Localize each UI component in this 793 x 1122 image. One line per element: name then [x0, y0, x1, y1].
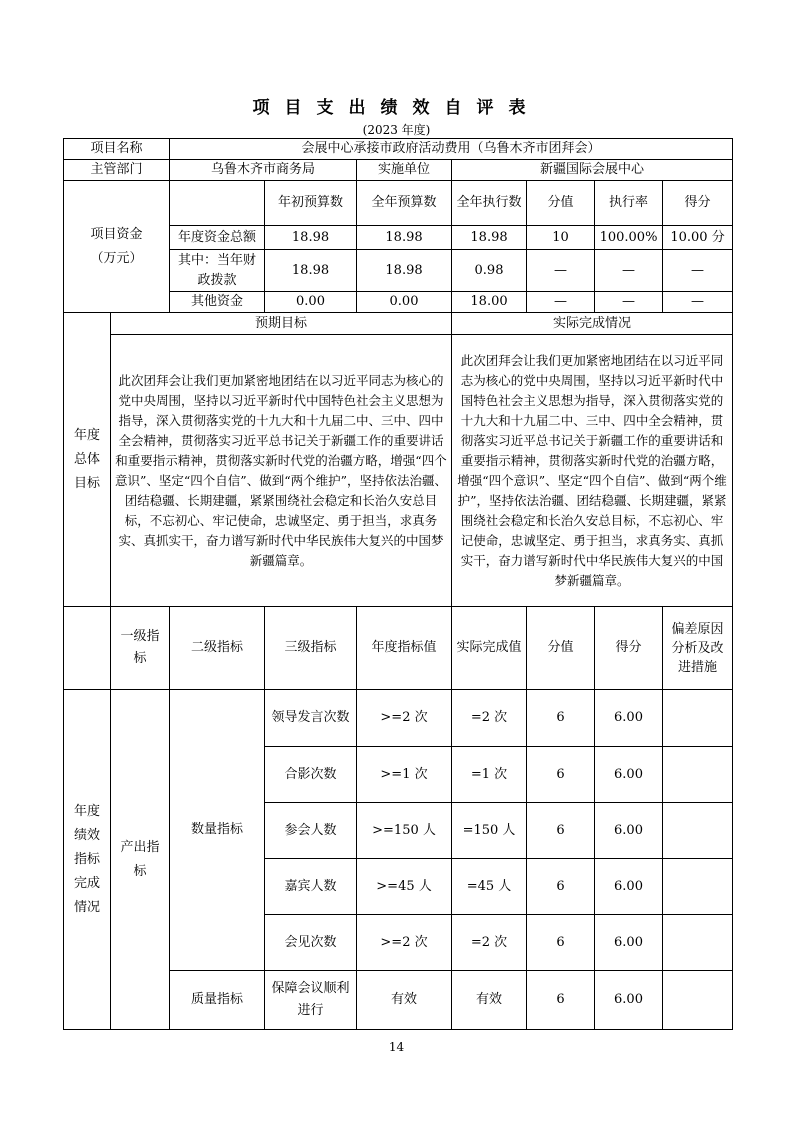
expected-goal-header: 预期目标 — [111, 313, 452, 335]
indicator-actual: =1 次 — [452, 747, 527, 803]
indicator-points: 6 — [527, 971, 595, 1030]
actual-result-text: 此次团拜会让我们更加紧密地团结在以习近平同志为核心的党中央周围，坚持以习近平新时代中国特色社会主义思想为指导，深入贯彻落实党的十九大和十九届二中、三中、四中全会精神，贯彻落实习近平总书记关于新疆工作的重要讲话和重要指示精神，贯彻落实新时代党的治疆方略，增强“四个意识”、坚定“四个自信”、做到“两个维护”，坚持依法治疆、团结稳疆、长期建疆，紧紧围绕社会稳定和长治久安总目标，不忘初心、牢记使命，忠诚坚定、勇于担当，求真务实、真抓实干，奋力谱写新时代中华民族伟大复兴的中国梦新疆篇章。 — [452, 335, 733, 607]
indicator-level3: 保障会议顺利进行 — [265, 971, 357, 1030]
funds-cell: 18.98 — [265, 250, 357, 292]
indicator-points: 6 — [527, 803, 595, 859]
funds-row-label: 年度资金总额 — [170, 226, 265, 250]
indicator-header: 一级指标 — [111, 607, 170, 690]
indicator-score: 6.00 — [595, 747, 663, 803]
funds-cell: 18.98 — [357, 250, 452, 292]
indicator-header: 二级指标 — [170, 607, 265, 690]
indicator-actual: =2 次 — [452, 915, 527, 971]
indicator-actual: =45 人 — [452, 859, 527, 915]
indicator-note — [663, 859, 733, 915]
funds-header: 得分 — [663, 181, 733, 226]
indicator-note — [663, 747, 733, 803]
indicator-level2: 数量指标 — [170, 690, 265, 971]
indicator-note — [663, 971, 733, 1030]
indicator-target: >=2 次 — [357, 690, 452, 747]
indicator-section-label: 年度绩效指标完成情况 — [64, 690, 111, 1030]
indicator-header: 偏差原因分析及改进措施 — [663, 607, 733, 690]
funds-row-label: 其他资金 — [170, 292, 265, 313]
funds-cell: 10.00 分 — [663, 226, 733, 250]
department-row — [64, 160, 733, 181]
indicator-points: 6 — [527, 690, 595, 747]
funds-cell: — — [595, 292, 663, 313]
indicator-score: 6.00 — [595, 915, 663, 971]
indicator-note — [663, 915, 733, 971]
funds-header: 年初预算数 — [265, 181, 357, 226]
unit-value: 新疆国际会展中心 — [452, 160, 733, 181]
indicator-target: >=1 次 — [357, 747, 452, 803]
indicator-level2: 质量指标 — [170, 971, 265, 1030]
funds-cell: 18.00 — [452, 292, 527, 313]
indicator-header: 分值 — [527, 607, 595, 690]
project-name-row — [64, 139, 733, 160]
indicator-header-row — [64, 607, 733, 690]
funds-header-blank — [170, 181, 265, 226]
funds-cell: — — [663, 292, 733, 313]
indicator-points: 6 — [527, 915, 595, 971]
goals-section-label: 年度总体目标 — [64, 313, 111, 607]
funds-cell: — — [527, 292, 595, 313]
indicator-level3: 领导发言次数 — [265, 690, 357, 747]
project-name-value: 会展中心承接市政府活动费用（乌鲁木齐市团拜会） — [170, 139, 733, 160]
indicator-level3: 嘉宾人数 — [265, 859, 357, 915]
indicator-header: 三级指标 — [265, 607, 357, 690]
indicator-note — [663, 803, 733, 859]
funds-cell: — — [527, 250, 595, 292]
indicator-note — [663, 690, 733, 747]
document-year: (2023 年度) — [362, 123, 431, 137]
funds-section-label: 项目资金 （万元） — [64, 181, 170, 313]
indicator-points: 6 — [527, 747, 595, 803]
funds-cell: — — [663, 250, 733, 292]
indicator-score: 6.00 — [595, 859, 663, 915]
indicator-points: 6 — [527, 859, 595, 915]
funds-cell: — — [595, 250, 663, 292]
funds-cell: 0.00 — [265, 292, 357, 313]
indicator-header: 年度指标值 — [357, 607, 452, 690]
document-title: 项目支出绩效自评表 — [252, 98, 541, 118]
dept-value: 乌鲁木齐市商务局 — [170, 160, 357, 181]
funds-cell: 0.98 — [452, 250, 527, 292]
funds-cell: 100.00% — [595, 226, 663, 250]
indicator-actual: =2 次 — [452, 690, 527, 747]
dept-label: 主管部门 — [64, 160, 170, 181]
funds-cell: 10 — [527, 226, 595, 250]
project-name-label: 项目名称 — [64, 139, 170, 160]
goals-header-row — [64, 313, 733, 335]
indicator-row — [64, 690, 733, 747]
indicator-score: 6.00 — [595, 803, 663, 859]
goals-content-row — [64, 335, 733, 607]
expected-goal-text: 此次团拜会让我们更加紧密地团结在以习近平同志为核心的党中央周围，坚持以习近平新时代中国特色社会主义思想为指导，深入贯彻落实党的十九大和十九届二中、三中、四中全会精神，贯彻落实习近平总书记关于新疆工作的重要讲话和重要指示精神，贯彻落实新时代党的治疆方略，增强“四个意识”、坚定“四个自信”、做到“两个维护”，坚持依法治疆、团结稳疆、长期建疆，紧紧围绕社会稳定和长治久安总目标，不忘初心、牢记使命，忠诚坚定、勇于担当，求真务实、真抓实干，奋力谱写新时代中华民族伟大复兴的中国梦新疆篇章。 — [111, 335, 452, 607]
indicator-actual: 有效 — [452, 971, 527, 1030]
funds-cell: 18.98 — [357, 226, 452, 250]
indicator-header: 得分 — [595, 607, 663, 690]
indicator-target: >=45 人 — [357, 859, 452, 915]
indicator-actual: =150 人 — [452, 803, 527, 859]
indicator-level3: 合影次数 — [265, 747, 357, 803]
funds-header: 全年预算数 — [357, 181, 452, 226]
funds-header: 执行率 — [595, 181, 663, 226]
funds-row-label: 其中：当年财政拨款 — [170, 250, 265, 292]
indicator-score: 6.00 — [595, 690, 663, 747]
indicator-target: >=2 次 — [357, 915, 452, 971]
self-evaluation-table — [63, 138, 733, 1030]
actual-result-header: 实际完成情况 — [452, 313, 733, 335]
funds-cell: 18.98 — [452, 226, 527, 250]
indicator-level3: 参会人数 — [265, 803, 357, 859]
page-number: 14 — [388, 1040, 405, 1054]
indicator-target: 有效 — [357, 971, 452, 1030]
indicator-level3: 会见次数 — [265, 915, 357, 971]
funds-cell: 0.00 — [357, 292, 452, 313]
indicator-header-blank — [64, 607, 111, 690]
funds-header-row — [64, 181, 733, 226]
funds-cell: 18.98 — [265, 226, 357, 250]
funds-header: 全年执行数 — [452, 181, 527, 226]
indicator-header: 实际完成值 — [452, 607, 527, 690]
funds-header: 分值 — [527, 181, 595, 226]
unit-label: 实施单位 — [357, 160, 452, 181]
indicator-target: >=150 人 — [357, 803, 452, 859]
indicator-score: 6.00 — [595, 971, 663, 1030]
indicator-level1: 产出指标 — [111, 690, 170, 1030]
